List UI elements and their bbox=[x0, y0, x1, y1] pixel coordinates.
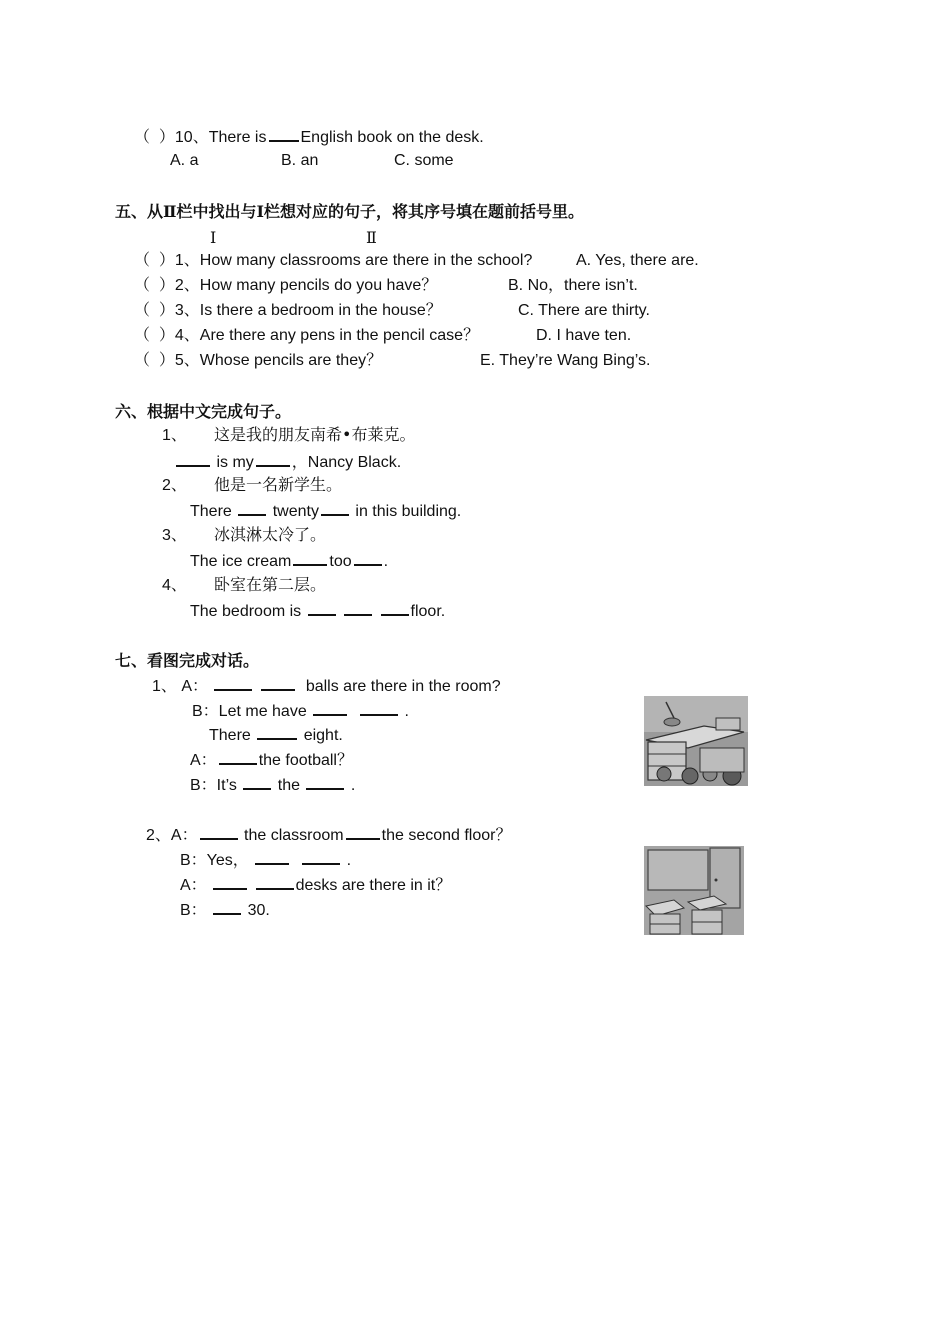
answer-blank[interactable] bbox=[214, 675, 252, 691]
room-balls-picture bbox=[644, 696, 748, 786]
answer-blank[interactable] bbox=[213, 874, 247, 890]
item-2-number: 2、 bbox=[162, 477, 187, 494]
match-answer-c: C. There are thirty. bbox=[518, 302, 650, 319]
item-3-chinese: 冰淇淋太冷了。 bbox=[214, 525, 327, 544]
q10-option-c: C. some bbox=[394, 152, 454, 169]
section-7-heading: 七、看图完成对话。 bbox=[115, 651, 260, 670]
dialog-2-line-4: B： 30. bbox=[180, 899, 270, 921]
answer-blank[interactable] bbox=[321, 500, 349, 516]
answer-blank[interactable] bbox=[346, 824, 380, 840]
answer-blank[interactable] bbox=[344, 600, 372, 616]
answer-blank[interactable] bbox=[293, 550, 327, 566]
match-question-1: （ ）1、How many classrooms are there in the school? bbox=[134, 252, 533, 269]
item-2-chinese: 他是一名新学生。 bbox=[214, 475, 343, 494]
answer-blank[interactable] bbox=[302, 849, 340, 865]
section-5-heading: 五、从Ⅱ栏中找出与Ⅰ栏想对应的句子，将其序号填在题前括号里。 bbox=[115, 202, 584, 221]
answer-blank[interactable] bbox=[269, 126, 299, 142]
answer-blank[interactable] bbox=[354, 550, 382, 566]
match-answer-e: E. They’re Wang Bing’s. bbox=[480, 352, 651, 369]
item-1-number: 1、 bbox=[162, 427, 187, 444]
dialog-1-line-3: There eight. bbox=[209, 724, 343, 746]
item-1-english: is my ，Nancy Black. bbox=[174, 451, 401, 473]
match-answer-b: B. No，there isn’t. bbox=[508, 277, 638, 294]
answer-blank[interactable] bbox=[200, 824, 238, 840]
answer-blank[interactable] bbox=[255, 849, 289, 865]
item-4-number: 4、 bbox=[162, 577, 187, 594]
answer-blank[interactable] bbox=[238, 500, 266, 516]
item-4-chinese: 卧室在第二层。 bbox=[214, 575, 327, 594]
answer-blank[interactable] bbox=[306, 774, 344, 790]
classroom-desks-picture bbox=[644, 846, 744, 935]
column-1-label: Ⅰ bbox=[210, 228, 217, 247]
dialog-1-line-4: A： the football？ bbox=[190, 749, 353, 771]
answer-blank[interactable] bbox=[313, 700, 347, 716]
answer-blank[interactable] bbox=[176, 451, 210, 467]
answer-blank[interactable] bbox=[243, 774, 271, 790]
match-question-3: （ ）3、Is there a bedroom in the house？ bbox=[134, 302, 442, 319]
answer-blank[interactable] bbox=[219, 749, 257, 765]
column-2-label: Ⅱ bbox=[366, 228, 377, 247]
q10-option-b: B. an bbox=[281, 152, 319, 169]
match-answer-d: D. I have ten. bbox=[536, 327, 632, 344]
answer-blank[interactable] bbox=[257, 724, 297, 740]
match-question-5: （ ）5、Whose pencils are they？ bbox=[134, 352, 383, 369]
answer-blank[interactable] bbox=[256, 874, 294, 890]
answer-blank[interactable] bbox=[256, 451, 290, 467]
dialog-2-line-1: 2、A： the classroom the second floor？ bbox=[146, 824, 511, 846]
room-balls-illustration bbox=[644, 696, 748, 786]
answer-blank[interactable] bbox=[360, 700, 398, 716]
item-2-english: There twenty in this building. bbox=[190, 500, 461, 522]
answer-blank[interactable] bbox=[213, 899, 241, 915]
dialog-2-line-2: B：Yes， . bbox=[180, 849, 351, 871]
match-answer-a: A. Yes, there are. bbox=[576, 252, 699, 269]
match-question-4: （ ）4、Are there any pens in the pencil case？ bbox=[134, 327, 480, 344]
classroom-desks-illustration bbox=[644, 846, 744, 935]
section-6-heading: 六、根据中文完成句子。 bbox=[115, 402, 292, 421]
dialog-2-line-3: A： desks are there in it？ bbox=[180, 874, 451, 896]
q10-option-a: A. a bbox=[170, 152, 199, 169]
dialog-1-line-1: 1、 A： balls are there in the room? bbox=[152, 675, 501, 697]
item-3-english: The ice cream too . bbox=[190, 550, 388, 572]
answer-blank[interactable] bbox=[308, 600, 336, 616]
answer-blank[interactable] bbox=[261, 675, 295, 691]
q10-stem: （ ）10、There is English book on the desk. bbox=[134, 126, 484, 148]
item-3-number: 3、 bbox=[162, 527, 187, 544]
item-1-chinese: 这是我的朋友南希•布莱克。 bbox=[214, 425, 416, 444]
answer-blank[interactable] bbox=[381, 600, 409, 616]
item-4-english: The bedroom is floor. bbox=[190, 600, 445, 622]
dialog-1-line-2: B：Let me have . bbox=[192, 700, 409, 722]
match-question-2: （ ）2、How many pencils do you have？ bbox=[134, 277, 438, 294]
dialog-1-line-5: B：It’s the . bbox=[190, 774, 355, 796]
